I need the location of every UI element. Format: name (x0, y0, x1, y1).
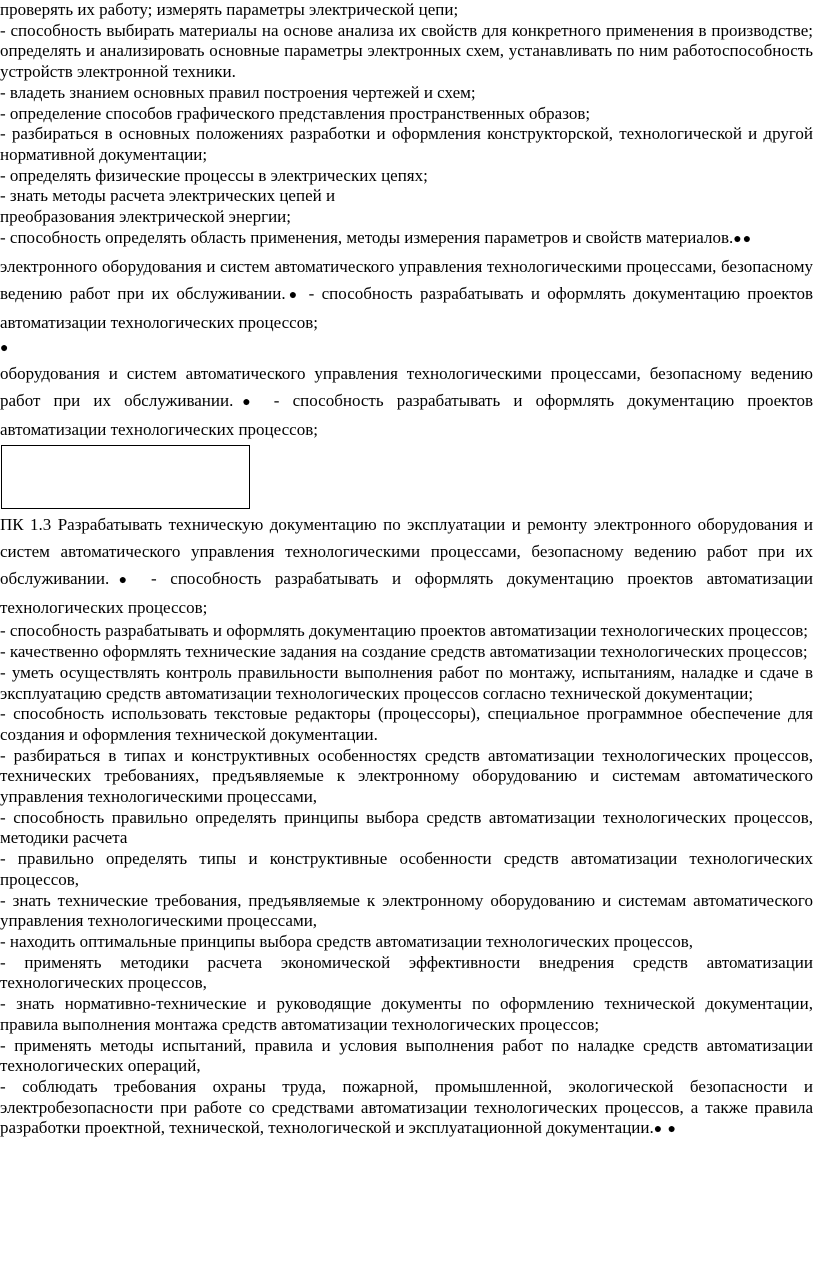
list-item: - правильно определять типы и конструктивные особенности средств автоматизации технологических процессов, (0, 849, 813, 889)
block-tail: - способность разрабатывать и оформлять документацию проектов автоматизации технологических процессов; (0, 391, 813, 440)
empty-frame (1, 445, 250, 509)
bullet-icon: ● (667, 1122, 677, 1138)
list-item: - знать нормативно-технические и руководящие документы по оформлению технической документации, правила выполнения монтажа средств автоматизации технологических процессов; (0, 994, 813, 1034)
list-item: - определение способов графического представления пространственных образов; (0, 103, 591, 123)
list-item: - способность правильно определять принципы выбора средств автоматизации технологических процессов, методики расчета (0, 807, 813, 848)
block-text: электронного оборудования и систем автоматического управления технологическими процессами, безопасному ведению работ при их обслуживании. (0, 257, 813, 304)
list-item: - определять физические процессы в электрических цепях; (0, 165, 428, 185)
bullet-icon: ● (742, 231, 753, 247)
pk-tail: - способность разрабатывать и оформлять документацию проектов автоматизации технологических процессов; (0, 569, 813, 618)
list-item: - знать методы расчета электрических цепей и (0, 186, 336, 206)
list-item: - владеть знанием основных правил построения чертежей и схем; (0, 82, 476, 102)
text-block (0, 253, 813, 336)
list-item-with-bullets (0, 228, 813, 251)
list-item: - способность выбирать материалы на основе анализа их свойств для конкретного применения в производстве; определять и анализировать основные параметры электронных схем, устанавливать по ним работоспособность устройств электронной техники. (0, 20, 813, 82)
bullet-icon: ● (109, 573, 138, 589)
text-block (0, 360, 813, 443)
list-item: - качественно оформлять технические задания на создание средств автоматизации технологических процессов; (0, 642, 808, 662)
list-item: - разбираться в основных положениях разработки и оформления конструкторской, технологической и другой нормативной документации; (0, 124, 813, 164)
bullet-icon: ● (0, 341, 10, 357)
bullet-icon: ● (733, 231, 743, 247)
text-line: преобразования электрической энергии; (0, 207, 291, 227)
bullet-line (0, 336, 813, 360)
list-item: - способность использовать текстовые редакторы (процессоры), специальное программное обеспечение для создания и оформления технической документации. (0, 704, 813, 744)
list-item: - применять методы испытаний, правила и условия выполнения работ по наладке средств автоматизации технологических операций, (0, 1035, 813, 1076)
bullet-icon: ● (653, 1122, 664, 1138)
pk-block (0, 511, 813, 621)
list-item: - применять методики расчета экономической эффективности внедрения средств автоматизации технологических процессов, (0, 952, 813, 993)
list-item: - находить оптимальные принципы выбора средств автоматизации технологических процессов, (0, 931, 694, 951)
list-item: - разбираться в типах и конструктивных особенностях средств автоматизации технологических процессов, технических требованиях, предъявляемые к электронному оборудованию и системам автоматического управления технологическими процессами, (0, 745, 813, 807)
text-line: проверять их работу; измерять параметры электрической цепи; (0, 0, 459, 19)
list-item-text: - способность определять область применения, методы измерения параметров и свойств материалов. (0, 227, 734, 247)
list-item: - знать технические требования, предъявляемые к электронному оборудованию и системам автоматического управления технологическими процессами, (0, 890, 813, 931)
pk-text: ПК 1.3 Разрабатывать техническую документацию по эксплуатации и ремонту электронного оборудования и систем автоматического управления технологическими процессами, безопасному ведению работ при их обслуживании. (0, 515, 813, 589)
list-item-with-bullets (0, 1077, 813, 1141)
block-tail: - способность разрабатывать и оформлять документацию проектов автоматизации технологических процессов; (0, 284, 814, 333)
list-item-text: - соблюдать требования охраны труда, пожарной, промышленной, экологической безопасности и электробезопасности при работе со средствами автоматизации технологических процессов, а также правила разработки проектной, технической, технологической и эксплуатационной документации. (0, 1076, 813, 1138)
bullet-icon: ● (285, 288, 302, 304)
list-item: - способность разрабатывать и оформлять документацию проектов автоматизации технологических процессов; (0, 621, 809, 641)
bullet-icon: ● (233, 395, 261, 411)
block-text: оборудования и систем автоматического управления технологическими процессами, безопасному ведению работ при их обслуживании. (0, 364, 813, 411)
list-item: - уметь осуществлять контроль правильности выполнения работ по монтажу, испытаниям, наладке и сдаче в эксплуатацию средств автоматизации технологических процессов согласно технической документации; (0, 662, 813, 703)
